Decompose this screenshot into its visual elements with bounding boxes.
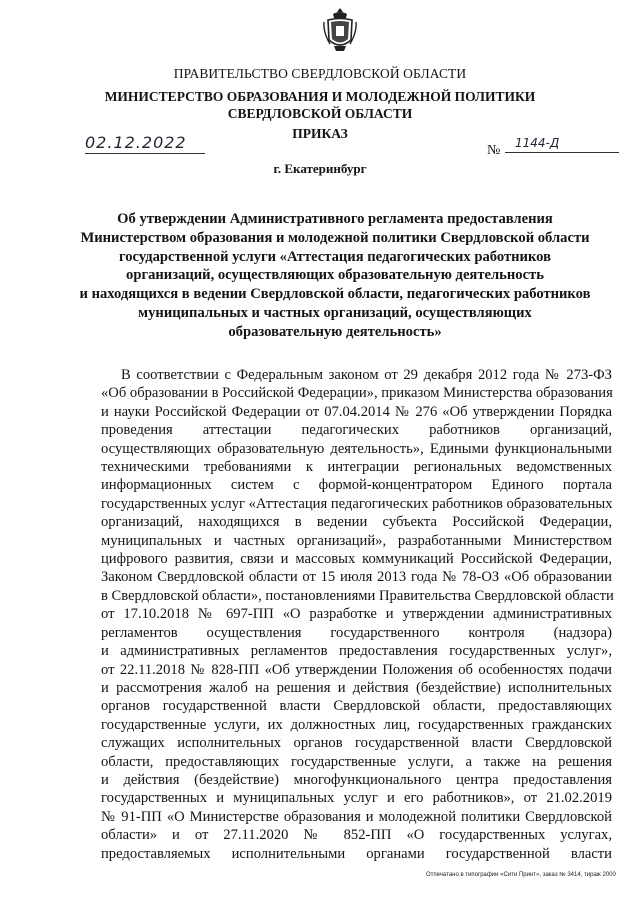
title-line: государственной услуги «Аттестация педагогических работников bbox=[118, 248, 551, 265]
body-line: государственные услуги, их должностных лиц, государственных гражданских bbox=[101, 716, 612, 733]
body-line: регламентов осуществления государственного контроля (надзора) bbox=[101, 624, 612, 641]
body-line: цифрового развития, связи и массовых коммуникаций Российской Федерации, bbox=[101, 551, 612, 568]
body-line: и рассмотрения жалоб на решения и действия (бездействие) исполнительных bbox=[101, 679, 612, 696]
document-type: ПРИКАЗ bbox=[292, 126, 348, 141]
title-line: и находящихся в ведении Свердловской области, педагогических работников bbox=[79, 286, 591, 303]
body-line: организаций, находящихся в ведении субъекта Российской Федерации, bbox=[101, 514, 612, 531]
printer-imprint: Отпечатано в типографии «Сити Принт», заказ № 3414, тираж 2000 bbox=[426, 872, 616, 878]
body-line: проведения аттестации педагогических работников организаций, bbox=[101, 422, 612, 439]
ministry-name-line: МИНИСТЕРСТВО ОБРАЗОВАНИЯ И МОЛОДЕЖНОЙ ПОЛИТИКИ bbox=[104, 89, 536, 104]
body-line: и административных регламентов предоставления государственных услуг», bbox=[101, 643, 612, 660]
body-line: области» и от 27.11.2020 № 852-ПП «О государственных услугах, bbox=[101, 827, 612, 844]
ministry-name bbox=[0, 88, 640, 122]
order-number: 1144-Д bbox=[505, 136, 619, 153]
body-line: осуществляющих образовательную деятельность», Едиными функциональными bbox=[101, 440, 612, 457]
body-line: от 22.11.2018 № 828-ПП «Об утверждении Положения об особенностях подачи bbox=[101, 661, 612, 678]
body-line: и науки Российской Федерации от 07.04.2014 № 276 «Об утверждении Порядка bbox=[101, 403, 612, 420]
coat-of-arms-emblem bbox=[322, 6, 358, 54]
title-line: Об утверждении Административного регламента предоставления bbox=[117, 211, 553, 227]
order-date: 02.12.2022 bbox=[85, 133, 205, 154]
ministry-name-line: СВЕРДЛОВСКОЙ ОБЛАСТИ bbox=[227, 106, 413, 121]
body-line: техническими требованиями к интеграции региональных ведомственных bbox=[101, 459, 612, 476]
body-line: области, предоставляющих государственные услуги, а также на решения bbox=[101, 753, 612, 770]
title-line: Министерством образования и молодежной политики Свердловской области bbox=[80, 229, 590, 246]
body-line: В соответствии с Федеральным законом от 29 декабря 2012 года № 273-ФЗ bbox=[121, 367, 612, 383]
title-line: муниципальных и частных организаций, осуществляющих bbox=[138, 304, 532, 321]
body-line: и действия (бездействие) многофункционального центра предоставления bbox=[101, 771, 612, 788]
title-line: организаций, осуществляющих образовательную деятельность bbox=[126, 267, 544, 284]
body-line: в Свердловской области», постановлениями Правительства Свердловской области bbox=[101, 587, 614, 604]
order-number-label: № bbox=[487, 143, 501, 158]
body-line: предоставляемых исполнительными органами государственной власти bbox=[101, 845, 612, 862]
body-line: № 91-ПП «О Министерстве образования и молодежной политики Свердловской bbox=[101, 808, 612, 825]
body-line: государственных услуг «Аттестация педагогических работников образовательных bbox=[101, 495, 613, 512]
body-line: государственных и муниципальных услуг и его работников», от 21.02.2019 bbox=[101, 790, 612, 807]
body-line: служащих исполнительных органов государственной власти Свердловской bbox=[101, 735, 612, 752]
body-line: Законом Свердловской области от 15 июля 2013 года № 78-ОЗ «Об образовании bbox=[101, 569, 612, 586]
document-body bbox=[101, 366, 612, 863]
document-title bbox=[60, 210, 610, 342]
body-line: муниципальных и частных организаций», разработанными Министерством bbox=[101, 532, 612, 549]
title-line: образовательную деятельность» bbox=[228, 323, 442, 340]
government-name: ПРАВИТЕЛЬСТВО СВЕРДЛОВСКОЙ ОБЛАСТИ bbox=[173, 66, 467, 81]
body-line: «Об образовании в Российской Федерации», приказом Министерства образования bbox=[101, 385, 613, 402]
body-line: от 17.10.2018 № 697-ПП «О разработке и утверждении административных bbox=[101, 606, 612, 623]
body-line: органов государственной власти Свердловской области, предоставляющих bbox=[101, 698, 612, 715]
body-line: информационных систем с формой-концентратором Единого портала bbox=[101, 477, 612, 494]
city: г. Екатеринбург bbox=[273, 161, 367, 176]
